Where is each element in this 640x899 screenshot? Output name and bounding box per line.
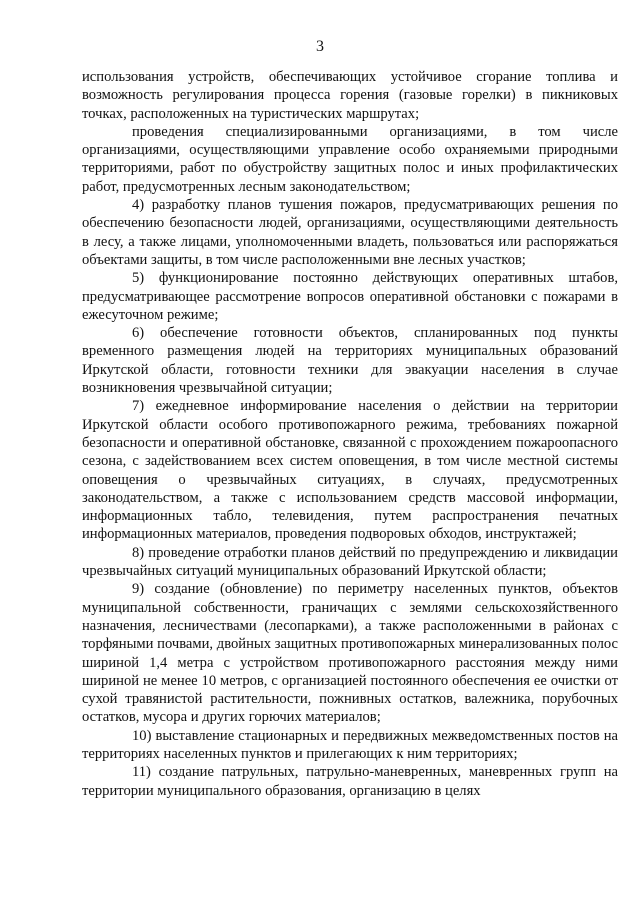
paragraph-item-4: 4) разработку планов тушения пожаров, предусматривающих решения по обеспечению безопасности людей, организациями, осуществляющими деятельность в лесу, а также лицами, уполномоченными владеть, пользоваться или распоряжаться объектами защиты, в том числе расположенными вне лесных участков; xyxy=(82,197,618,268)
paragraph-item-7: 7) ежедневное информирование населения о действии на территории Иркутской области особого противопожарного режима, требованиях пожарной безопасности и оперативной обстановке, связанной с прохождением пожароопасного сезона, с задействованием всех систем оповещения, в том числе местной системы оповещения о чрезвычайных ситуациях, в случаях, предусмотренных законодательством, а также с использованием средств массовой информации, информационных табло, телевидения, путем распространения печатных информационных материалов, проведения подворовых обходов, инструктажей; xyxy=(82,398,618,543)
document-body xyxy=(82,68,618,800)
paragraph-item-8: 8) проведение отработки планов действий по предупреждению и ликвидации чрезвычайных ситуаций муниципальных образований Иркутской области; xyxy=(82,544,618,580)
paragraph-item-6: 6) обеспечение готовности объектов, спланированных под пункты временного размещения людей на территориях муниципальных образований Иркутской области, готовности техники для эвакуации населения в случае возникновения чрезвычайной ситуации; xyxy=(82,325,618,397)
paragraph-item-10: 10) выставление стационарных и передвижных межведомственных постов на территориях населенных пунктов и прилегающих к ним территориях; xyxy=(82,727,618,762)
paragraph-item-11: 11) создание патрульных, патрульно-маневренных, маневренных групп на территории муниципального образования, организацию в целях xyxy=(82,764,618,799)
page-number: 3 xyxy=(316,38,324,55)
paragraph: проведения специализированными организациями, в том числе организациями, осуществляющими управление особо охраняемыми природными территориями, работ по обустройству защитных полос и иных профилактических работ, предусмотренных лесным законодательством; xyxy=(82,123,618,195)
paragraph-continuation: использования устройств, обеспечивающих устойчивое сгорание топлива и возможность регулирования процесса горения (газовые горелки) в пикниковых точках, расположенных на туристических маршрутах; xyxy=(82,69,618,122)
paragraph-item-9: 9) создание (обновление) по периметру населенных пунктов, объектов муниципальной собственности, граничащих с землями сельскохозяйственного назначения, лесничествами (лесопарками), а также расположенными в районах с торфяными почвами, двойных защитных противопожарных минерализованных полос шириной 1,4 метра с устройством противопожарного расстояния между ними шириной не менее 10 метров, с организацией постоянного обеспечения ее очистки от сухой травянистой растительности, пожнивных остатков, валежника, порубочных остатков, мусора и других горючих материалов; xyxy=(82,581,618,726)
paragraph-item-5: 5) функционирование постоянно действующих оперативных штабов, предусматривающее рассмотрение вопросов оперативной обстановки с пожарами в ежесуточном режиме; xyxy=(82,270,618,323)
